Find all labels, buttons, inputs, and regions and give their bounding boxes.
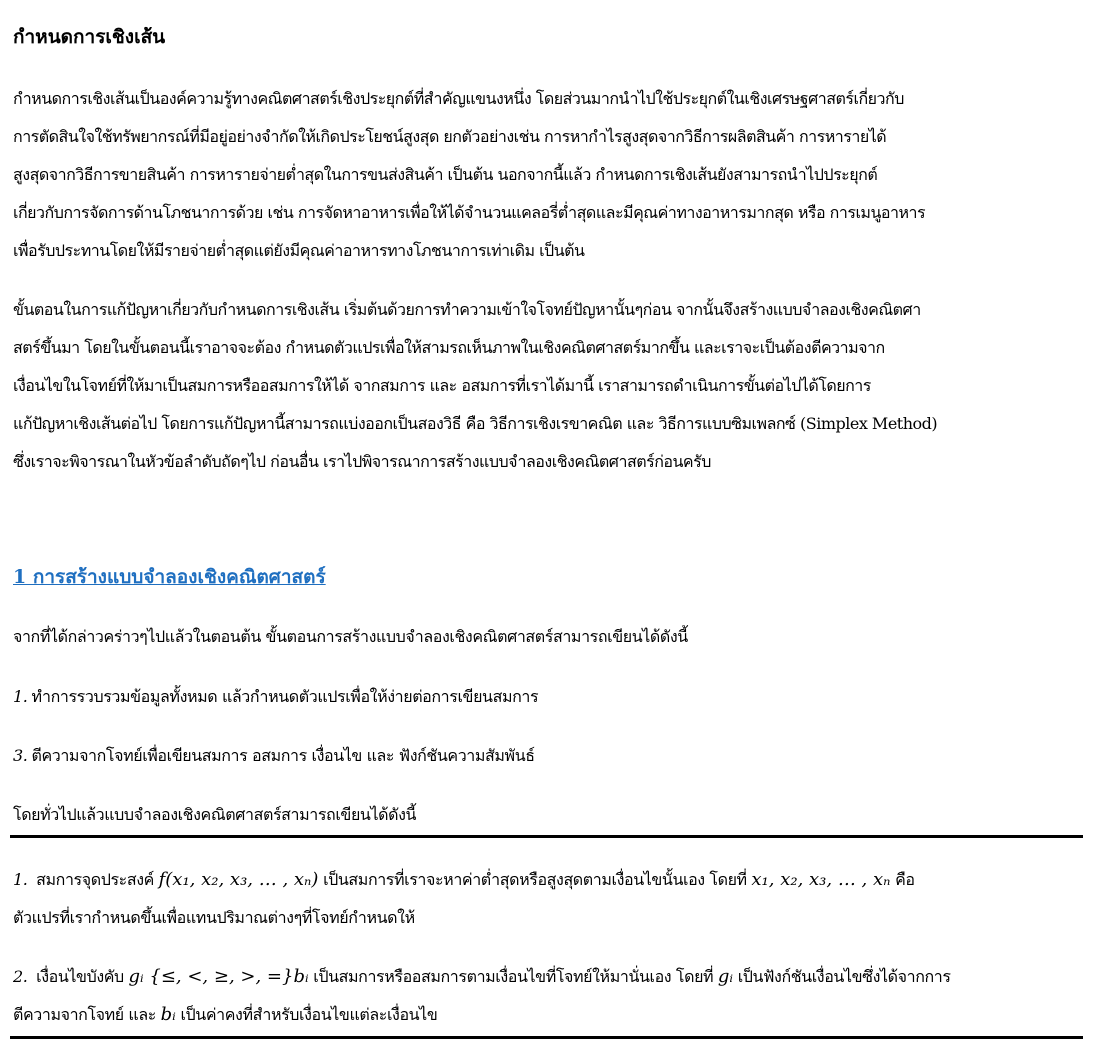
item-text: เงื่อนไขบังคับ [36,967,124,986]
item-text: สมการจุดประสงค์ [36,870,154,889]
intro-paragraph-1 [13,80,1081,270]
model-item-2 [13,958,1081,1034]
variables: x₁, x₂, x₃, … , xₙ [751,869,891,890]
item-text: เป็นสมการหรืออสมการตามเงื่อนไขที่โจทย์ให้มานั่นเอง โดยที่ [313,967,714,986]
step-1 [13,680,538,714]
general-form-intro: โดยทั่วไปแล้วแบบจำลองเชิงคณิตศาสตร์สามารถเขียนได้ดังนี้ [13,805,417,824]
model-item-line [13,958,1081,996]
constraint-function-var: gᵢ [717,966,734,987]
model-item-1 [13,861,1081,937]
item-text: เป็นฟังก์ชันเงื่อนไขซึ่งได้จากการ [737,967,951,986]
step-3 [13,739,535,773]
item-text: เป็นค่าคงที่สำหรับเงื่อนไขแต่ละเงื่อนไข [180,1005,438,1024]
paragraph-line: แก้ปัญหาเชิงเส้นต่อไป โดยการแก้ปัญหานี้สามารถแบ่งออกเป็นสองวิธี คือ วิธีการเชิงเรขาคณิต และ วิธีการแบบซิมเพลกซ์ (Simplex Method) [13,414,938,433]
page-title: กำหนดการเชิงเส้น [13,26,166,48]
paragraph-line: ขั้นตอนในการแก้ปัญหาเกี่ยวกับกำหนดการเชิงเส้น เริ่มต้นด้วยการทำความเข้าใจโจทย์ปัญหานั้นๆก่อน จากนั้นจึงสร้างแบบจำลองเชิงคณิตศา [13,300,921,319]
model-item-line [13,861,1081,899]
step-number: 1. [13,687,28,706]
paragraph-line: เพื่อรับประทานโดยให้มีรายจ่ายต่ำสุดแต่ยังมีคุณค่าอาหารทางโภชนาการเท่าเดิม เป็นต้น [13,241,585,260]
box-top-rule [10,835,1083,838]
constant-var: bᵢ [160,1004,176,1025]
section-lead: จากที่ได้กล่าวคร่าวๆไปแล้วในตอนต้น ขั้นตอนการสร้างแบบจำลองเชิงคณิตศาสตร์สามารถเขียนได้ดังนี้ [13,627,688,646]
step-text: ตีความจากโจทย์เพื่อเขียนสมการ อสมการ เงื่อนไข และ ฟังก์ชันความสัมพันธ์ [31,746,535,765]
paragraph-line: เกี่ยวกับการจัดการด้านโภชนาการด้วย เช่น การจัดหาอาหารเพื่อให้ได้จำนวนแคลอรี่ต่ำสุดและมีคุณค่าทางอาหารมากสุด หรือ การเมนูอาหาร [13,203,926,222]
paragraph-line: ซึ่งเราจะพิจารณาในหัวข้อลำดับถัดๆไป ก่อนอื่น เราไปพิจารณาการสร้างแบบจำลองเชิงคณิตศาสตร์ก่อนครับ [13,452,711,471]
paragraph-line: สตร์ขึ้นมา โดยในขั้นตอนนี้เราอาจจะต้อง กำหนดตัวแปรเพื่อให้สามรถเห็นภาพในเชิงคณิตศาสตร์มากขึ้น และเราจะเป็นต้องตีความจาก [13,338,885,357]
step-text: ทำการรวบรวมข้อมูลทั้งหมด แล้วกำหนดตัวแปรเพื่อให้ง่ายต่อการเขียนสมการ [31,687,539,706]
section-heading-link[interactable]: 1 การสร้างแบบจำลองเชิงคณิตศาสตร์ [13,566,326,588]
item-text: คือ [895,870,915,889]
box-bottom-rule [10,1036,1083,1039]
model-item-line [13,996,1081,1034]
intro-paragraph-2 [13,291,1081,481]
paragraph-line: การตัดสินใจใช้ทรัพยากรณ์ที่มีอยู่อย่างจำกัดให้เกิดประโยชน์สูงสุด ยกตัวอย่างเช่น การหากำไรสูงสุดจากวิธีการผลิตสินค้า การหารายได้ [13,127,887,146]
item-number: 2. [13,967,28,986]
constraint-expression: gᵢ {≤, <, ≥, >, =}bᵢ [128,966,309,987]
paragraph-line: สูงสุดจากวิธีการขายสินค้า การหารายจ่ายต่ำสุดในการขนส่งสินค้า เป็นต้น นอกจากนี้แล้ว กำหนดการเชิงเส้นยังสามารถนำไปประยุกต์ [13,165,878,184]
item-text: ตีความจากโจทย์ และ [13,1005,156,1024]
objective-function: f(x₁, x₂, x₃, … , xₙ) [158,869,319,890]
model-item-line: ตัวแปรที่เรากำหนดขึ้นเพื่อแทนปริมาณต่างๆที่โจทย์กำหนดให้ [13,908,415,927]
step-number: 3. [13,746,28,765]
paragraph-line: กำหนดการเชิงเส้นเป็นองค์ความรู้ทางคณิตศาสตร์เชิงประยุกต์ที่สำคัญแขนงหนึ่ง โดยส่วนมากนำไปใช้ประยุกต์ในเชิงเศรษฐศาสตร์เกี่ยวกับ [13,89,904,108]
paragraph-line: เงื่อนไขในโจทย์ที่ให้มาเป็นสมการหรืออสมการให้ได้ จากสมการ และ อสมการที่เราได้มานี้ เราสามารถดำเนินการขั้นต่อไปได้โดยการ [13,376,871,395]
item-text: เป็นสมการที่เราจะหาค่าต่ำสุดหรือสูงสุดตามเงื่อนไขนั้นเอง โดยที่ [323,870,747,889]
item-number: 1. [13,870,28,889]
